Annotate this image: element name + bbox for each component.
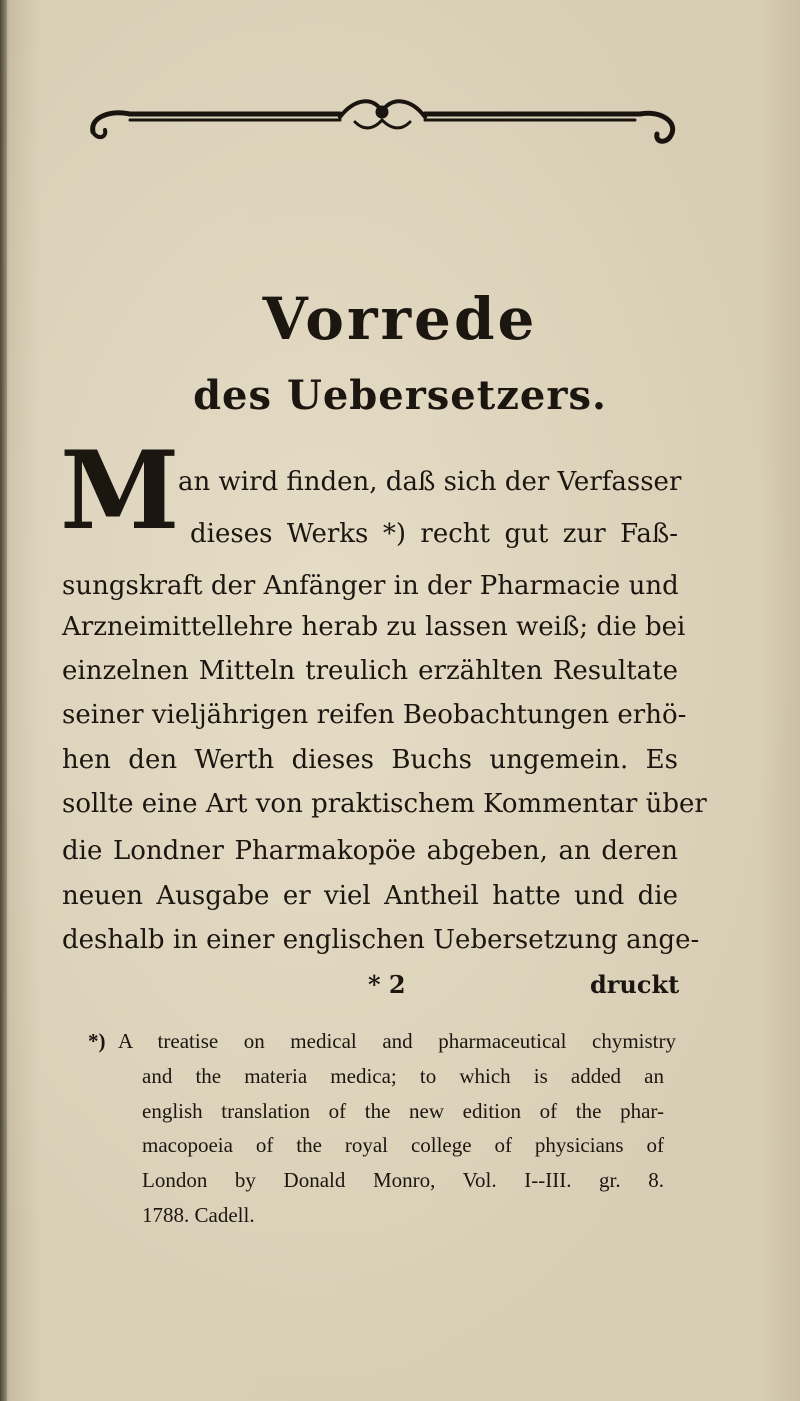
footnote-line: macopoeia of the royal college of physicians of <box>142 1133 664 1157</box>
page-subtitle: des Uebersetzers. <box>193 372 607 419</box>
ornament-border-icon <box>85 92 680 152</box>
signature-mark: * 2 <box>368 970 406 999</box>
body-line: einzelnen Mitteln treulich erzählten Resultate <box>62 656 678 686</box>
body-line: deshalb in einer englischen Uebersetzung ange- <box>62 925 700 955</box>
catchword: druckt <box>590 970 680 999</box>
footnote-line: London by Donald Monro, Vol. I--III. gr. 8. <box>142 1168 664 1192</box>
footnote-line: english translation of the new edition of the phar- <box>142 1099 664 1123</box>
body-line: hen den Werth dieses Buchs ungemein. Es <box>62 745 678 775</box>
body-line: seiner vieljährigen reifen Beobachtungen erhö- <box>62 700 687 730</box>
footnote-line: A treatise on medical and pharmaceutical chymistry <box>118 1029 676 1053</box>
body-line: Arzneimittellehre herab zu lassen weiß; die bei <box>62 612 686 642</box>
body-line: sungskraft der Anfänger in der Pharmacie und <box>62 571 679 601</box>
drop-cap: M <box>60 428 180 554</box>
body-line: neuen Ausgabe er viel Antheil hatte und die <box>62 881 678 911</box>
footnote-marker: *) <box>88 1029 106 1053</box>
footnote-line: and the materia medica; to which is added an <box>142 1064 664 1088</box>
body-line: sollte eine Art von praktischem Kommentar über <box>62 789 707 819</box>
page-title: Vorrede <box>262 285 538 353</box>
body-line: an wird finden, daß sich der Verfasser <box>178 467 682 497</box>
body-line: dieses Werks *) recht gut zur Faß- <box>190 519 678 549</box>
page-spine-edge <box>0 0 7 1401</box>
footnote-line: 1788. Cadell. <box>142 1203 255 1227</box>
body-line: die Londner Pharmakopöe abgeben, an deren <box>62 836 678 866</box>
